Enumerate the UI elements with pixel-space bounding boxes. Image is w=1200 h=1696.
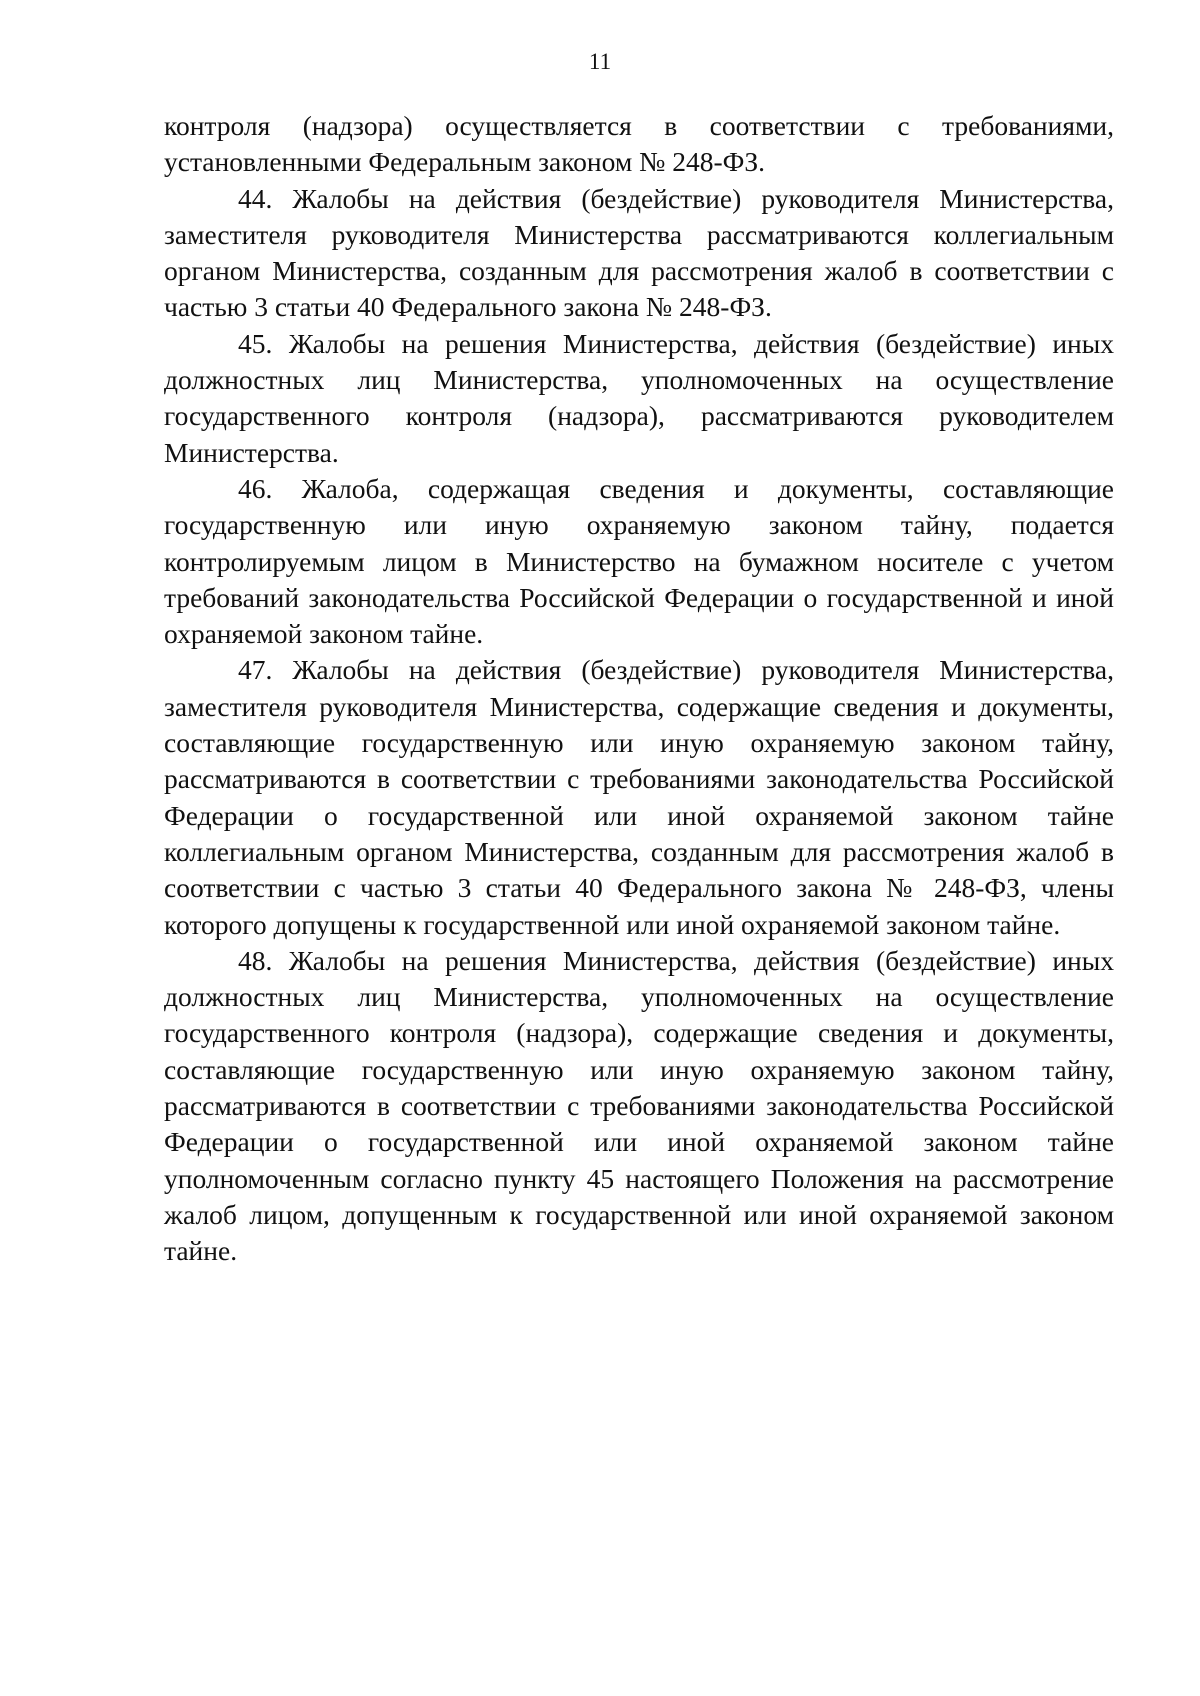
paragraph-45: 45. Жалобы на решения Министерства, действия (бездействие) иных должностных лиц Министерства, уполномоченных на осуществление государственного контроля (надзора), рассматриваются руководителем Министерства. (164, 327, 1114, 468)
page-number: 11 (588, 49, 612, 74)
document-body (164, 108, 1114, 1270)
paragraph-44: 44. Жалобы на действия (бездействие) руководителя Министерства, заместителя руководителя Министерства рассматриваются коллегиальным органом Министерства, созданным для рассмотрения жалоб в соответствии с частью 3 статьи 40 Федерального закона № 248-ФЗ. (164, 182, 1114, 323)
paragraph-47: 47. Жалобы на действия (бездействие) руководителя Министерства, заместителя руководителя Министерства, содержащие сведения и документы, составляющие государственную или иную охраняемую законом тайну, рассматриваются в соответствии с требованиями законодательства Российской Федерации о государственной или иной охраняемой законом тайне коллегиальным органом Министерства, созданным для рассмотрения жалоб в соответствии с частью 3 статьи 40 Федерального закона № 248-ФЗ, члены которого допущены к государственной или иной охраняемой законом тайне. (164, 654, 1114, 940)
paragraph-46: 46. Жалоба, содержащая сведения и документы, составляющие государственную или иную охраняемую законом тайну, подается контролируемым лицом в Министерство на бумажном носителе с учетом требований законодательства Российской Федерации о государственной и иной охраняемой законом тайне. (164, 472, 1114, 650)
paragraph-48: 48. Жалобы на решения Министерства, действия (бездействие) иных должностных лиц Министерства, уполномоченных на осуществление государственного контроля (надзора), содержащие сведения и документы, составляющие государственную или иную охраняемую законом тайну, рассматриваются в соответствии с требованиями законодательства Российской Федерации о государственной или иной охраняемой законом тайне уполномоченным согласно пункту 45 настоящего Положения на рассмотрение жалоб лицом, допущенным к государственной или иной охраняемой законом тайне. (164, 944, 1114, 1267)
paragraph-continuation: контроля (надзора) осуществляется в соответствии с требованиями, установленными Федеральным законом № 248-ФЗ. (164, 110, 1114, 178)
